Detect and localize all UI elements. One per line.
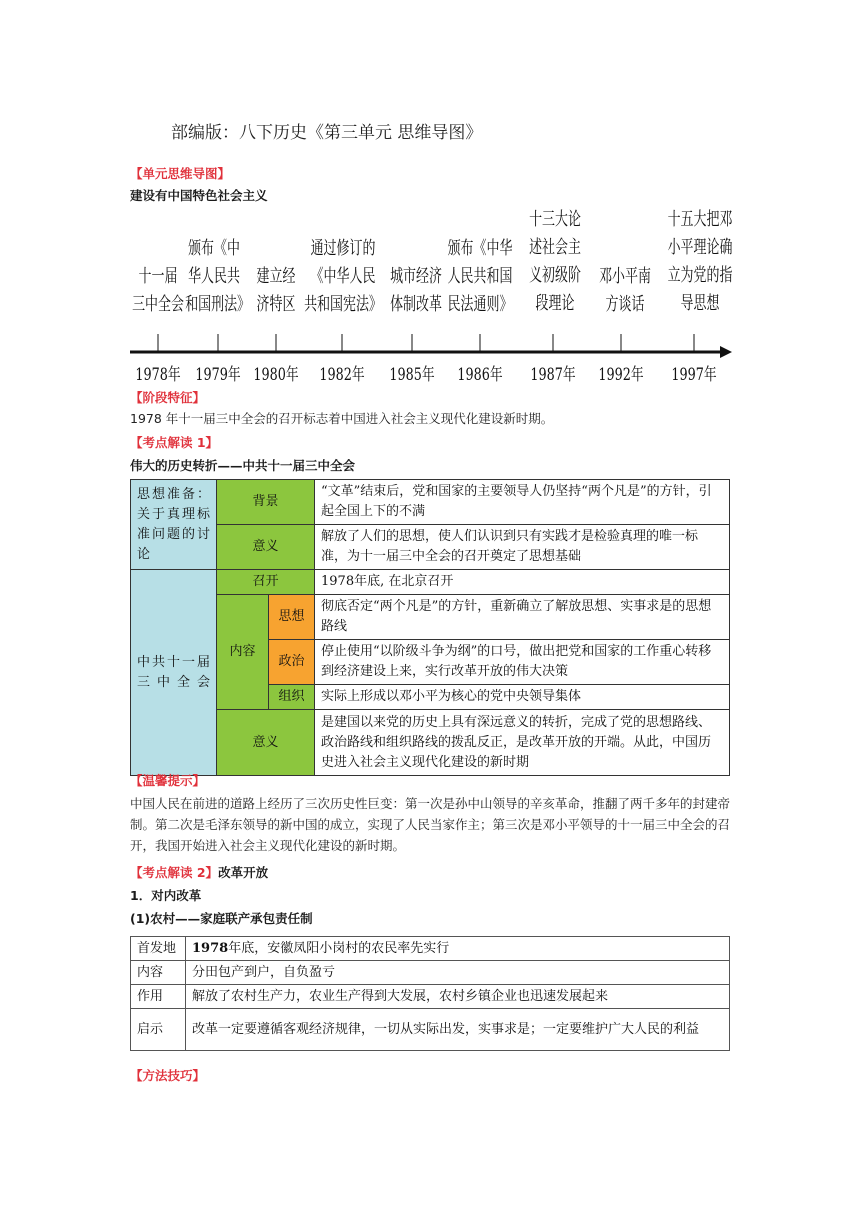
timeline-year: 1992年	[598, 365, 644, 385]
text-politics: 停止使用“以阶级斗争为纲”的口号，做出把党和国家的工作重心转移到经济建设上来，实行改革开放的伟大决策	[315, 640, 730, 685]
timeline-year: 1980年	[253, 365, 299, 385]
tip-text: 中国人民在前进的道路上经历了三次历史性巨变：第一次是孙中山领导的辛亥革命，推翻了两千多年的封建帝制。第二次是毛泽东领导的新中国的成立，实现了人民当家作主；第三次是邓小平领导的十一届三中全会的召开，我国开始进入社会主义现代化建设的新时期。	[130, 796, 731, 853]
text-thought: 彻底否定“两个凡是”的方针，重新确立了解放思想、实事求是的思想路线	[315, 595, 730, 640]
timeline-event: 建立经 济特区	[256, 266, 296, 315]
label-thought: 思想	[269, 595, 315, 640]
section-tag-mindmap: 【单元思维导图】	[130, 166, 231, 181]
timeline-axis	[0, 0, 860, 400]
label-background: 背景	[217, 480, 315, 525]
row-text: 解放了农村生产力，农业生产得到大发展，农村乡镇企业也迅速发展起来	[186, 985, 730, 1009]
timeline-year: 1987年	[530, 365, 576, 385]
timeline-event: 十三大论 述社会主 义初级阶 段理论	[529, 209, 581, 314]
group-label-thought-prep: 思想准备：关于真理标准问题的讨论	[131, 480, 217, 570]
timeline-year: 1986年	[457, 365, 503, 385]
row-text: 改革一定要遵循客观经济规律，一切从实际出发，实事求是；一定要维护广大人民的利益	[186, 1009, 730, 1051]
timeline-event: 十五大把邓 小平理论确 立为党的指 导思想	[667, 209, 733, 314]
row-text: 分田包产到户，自负盈亏	[186, 961, 730, 985]
text-organization: 实际上形成以邓小平为核心的党中央领导集体	[315, 685, 730, 710]
timeline-event: 十一届 三中全会	[132, 266, 184, 315]
row-text-rest: 年底，安徽凤阳小岗村的农民率先实行	[228, 940, 450, 956]
row-text-bold: 1978	[192, 940, 229, 956]
timeline-event: 通过修订的 《中华人民 共和国宪法》	[304, 238, 382, 315]
label-significance: 意义	[217, 525, 315, 570]
text-convened: 1978年底, 在北京召开	[315, 570, 730, 595]
timeline	[0, 0, 860, 400]
section-point2	[130, 862, 268, 881]
label-significance-2: 意义	[217, 710, 315, 776]
label-content: 内容	[217, 595, 269, 710]
section-tag-point2: 【考点解读 2】	[130, 865, 219, 880]
row-label: 启示	[131, 1009, 186, 1051]
page-title: 部编版：八下历史《第三单元 思维导图》	[171, 123, 483, 143]
row-label: 首发地	[131, 937, 186, 961]
rural-reform-table	[130, 936, 730, 1051]
row-text	[186, 937, 730, 961]
group-label-plenary: 中共十一届三中全会	[131, 570, 217, 776]
subheading-rural-reform: (1)农村——家庭联产承包责任制	[130, 911, 313, 926]
timeline-event: 颁布《中华 人民共和国 民法通则》	[447, 238, 513, 315]
timeline-event: 邓小平南 方谈话	[599, 266, 651, 315]
label-convened: 召开	[217, 570, 315, 595]
row-label: 内容	[131, 961, 186, 985]
row-label: 作用	[131, 985, 186, 1009]
timeline-event: 颁布《中 华人民共 和国刑法》	[185, 238, 250, 315]
label-organization: 组织	[269, 685, 315, 710]
text-significance-2: 是建国以来党的历史上具有深远意义的转折，完成了党的思想路线、政治路线和组织路线的拨乱反正，是改革开放的开端。从此，中国历史进入社会主义现代化建设的新时期	[315, 710, 730, 776]
timeline-year: 1997年	[671, 365, 717, 385]
timeline-year: 1982年	[319, 365, 365, 385]
section-tag-stage: 【阶段特征】	[130, 390, 206, 405]
section-heading-turning-point: 伟大的历史转折——中共十一届三中全会	[130, 458, 356, 473]
timeline-year: 1979年	[195, 365, 241, 385]
timeline-year: 1985年	[389, 365, 435, 385]
section-tag-point1: 【考点解读 1】	[130, 435, 219, 450]
text-background: “文革”结束后，党和国家的主要领导人仍坚持“两个凡是”的方针，引起全国上下的不满	[315, 480, 730, 525]
stage-text: 1978 年十一届三中全会的召开标志着中国进入社会主义现代化建设新时期。	[130, 411, 554, 426]
plenary-table	[130, 479, 730, 776]
section-heading-socialism: 建设有中国特色社会主义	[130, 188, 268, 203]
label-politics: 政治	[269, 640, 315, 685]
section-heading-reform: 改革开放	[218, 865, 269, 880]
timeline-year: 1978年	[135, 365, 181, 385]
text-significance: 解放了人们的思想，使人们认识到只有实践才是检验真理的唯一标准，为十一届三中全会的召开奠定了思想基础	[315, 525, 730, 570]
section-tag-tip: 【温馨提示】	[130, 773, 206, 788]
timeline-event: 城市经济 体制改革	[390, 266, 442, 315]
subheading-internal-reform: 1．对内改革	[130, 888, 202, 903]
section-tag-method: 【方法技巧】	[130, 1068, 206, 1083]
